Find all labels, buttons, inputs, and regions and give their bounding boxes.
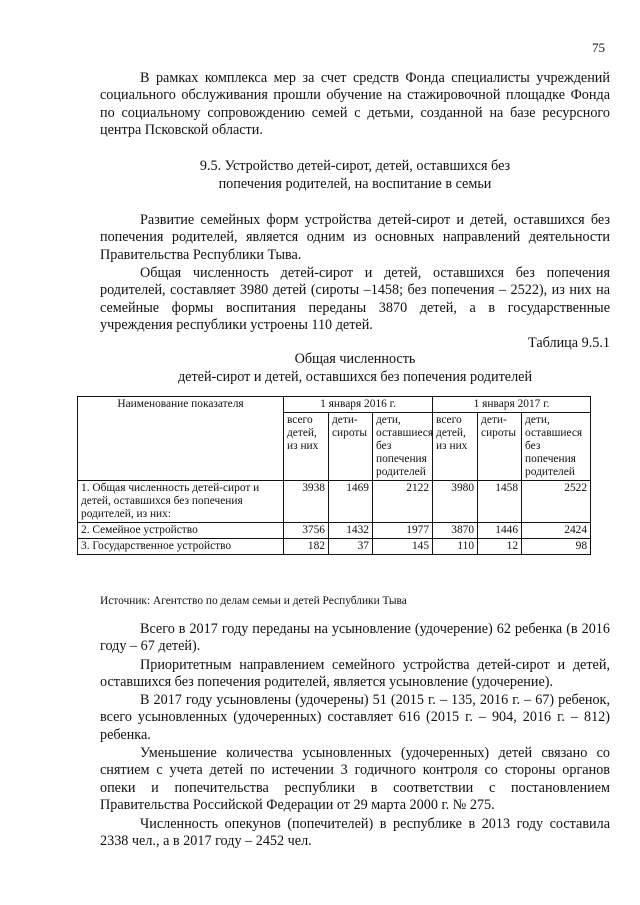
subheader-total-2016: всего детей, из них [284, 413, 329, 481]
subheader-total-2017: всего детей, из них [433, 413, 478, 481]
table-row [78, 523, 591, 539]
cell-2016-without-care: 2122 [373, 481, 433, 523]
cell-2017-total: 3980 [433, 481, 478, 523]
row-name: 1. Общая численность детей-сирот и детей, оставшихся без попечения родителей, из них: [78, 481, 284, 523]
subheader-without-care-2017: дети, оставшиеся без попечения родителей [522, 413, 591, 481]
cell-2017-orphans: 1446 [478, 523, 522, 539]
page-number: 75 [592, 40, 605, 55]
table-title-line-1: Общая численность [294, 351, 416, 367]
cell-2017-total: 3870 [433, 523, 478, 539]
cell-2017-orphans: 1458 [478, 481, 522, 523]
section-title-line-2: попечения родителей, на воспитание в семьи [218, 176, 492, 192]
cell-2016-without-care: 145 [373, 539, 433, 555]
subheader-orphans-2017: дети-сироты [478, 413, 522, 481]
row-name: 2. Семейное устройство [78, 523, 284, 539]
cell-2016-orphans: 1469 [329, 481, 373, 523]
paragraph-7: Численность опекунов (попечителей) в республике в 2013 году составила 2338 чел., а в 2017 году – 2452 чел. [100, 816, 610, 850]
paragraph-4: Приоритетным направлением семейного устройства детей-сирот и детей, оставшихся без попечения родителей, является усыновление (удочерение). [100, 657, 610, 691]
table-header-row [78, 397, 591, 413]
cell-2016-total: 182 [284, 539, 329, 555]
cell-2017-without-care: 2424 [522, 523, 591, 539]
paragraph-6: Уменьшение количества усыновленных (удочеренных) детей связано со снятием с учета детей по истечении 3 годичного контроля со стороны органов опеки и попечительства республики в соответствии с постановлением Правительства Российской Федерации от 29 марта 2000 г. № 275. [100, 745, 610, 814]
header-year-2016: 1 января 2016 г. [284, 397, 433, 413]
intro-paragraph: В рамках комплекса мер за счет средств Фонда специалисты учреждений социального обслуживания прошли обучение на стажировочной площадке Фонда по социальному сопровождению семей с детьми, созданной на базе ресурсного центра Псковской области. [100, 70, 610, 139]
cell-2017-total: 110 [433, 539, 478, 555]
table-title-line-2: детей-сирот и детей, оставшихся без попечения родителей [177, 369, 533, 385]
cell-2017-without-care: 98 [522, 539, 591, 555]
cell-2016-without-care: 1977 [373, 523, 433, 539]
table-row [78, 481, 591, 523]
paragraph-3: Всего в 2017 году переданы на усыновление (удочерение) 62 ребенка (в 2016 году – 67 детей). [100, 621, 610, 655]
cell-2017-without-care: 2522 [522, 481, 591, 523]
section-title-line-1: 9.5. Устройство детей-сирот, детей, оставшихся без [199, 158, 511, 174]
paragraph-5: В 2017 году усыновлены (удочерены) 51 (2015 г. – 135, 2016 г. – 67) ребенок, всего усыновленных (удочеренных) составляет 616 (2015 г. – 904, 2016 г. – 812) ребенка. [100, 692, 610, 743]
subheader-orphans-2016: дети-сироты [329, 413, 373, 481]
paragraph-2: Общая численность детей-сирот и детей, оставшихся без попечения родителей, составляет 3980 детей (сироты –1458; без попечения – 2522), из них на семейные формы воспитания переданы 3870 детей, а в государственные учреждения республики устроены 110 детей. [100, 265, 610, 334]
table-source: Источник: Агентство по делам семьи и детей Республики Тыва [100, 595, 407, 607]
cell-2016-total: 3756 [284, 523, 329, 539]
row-name: 3. Государственное устройство [78, 539, 284, 555]
table-label: Таблица 9.5.1 [528, 335, 610, 351]
cell-2016-total: 3938 [284, 481, 329, 523]
header-year-2017: 1 января 2017 г. [433, 397, 591, 413]
cell-2017-orphans: 12 [478, 539, 522, 555]
paragraph-1: Развитие семейных форм устройства детей-сирот и детей, оставшихся без попечения родителей, является одним из основных направлений деятельности Правительства Республики Тыва. [100, 212, 610, 263]
cell-2016-orphans: 37 [329, 539, 373, 555]
header-indicator: Наименование показателя [78, 397, 284, 481]
table-row [78, 539, 591, 555]
data-table [77, 396, 591, 555]
subheader-without-care-2016: дети, оставшиеся без попечения родителей [373, 413, 433, 481]
cell-2016-orphans: 1432 [329, 523, 373, 539]
